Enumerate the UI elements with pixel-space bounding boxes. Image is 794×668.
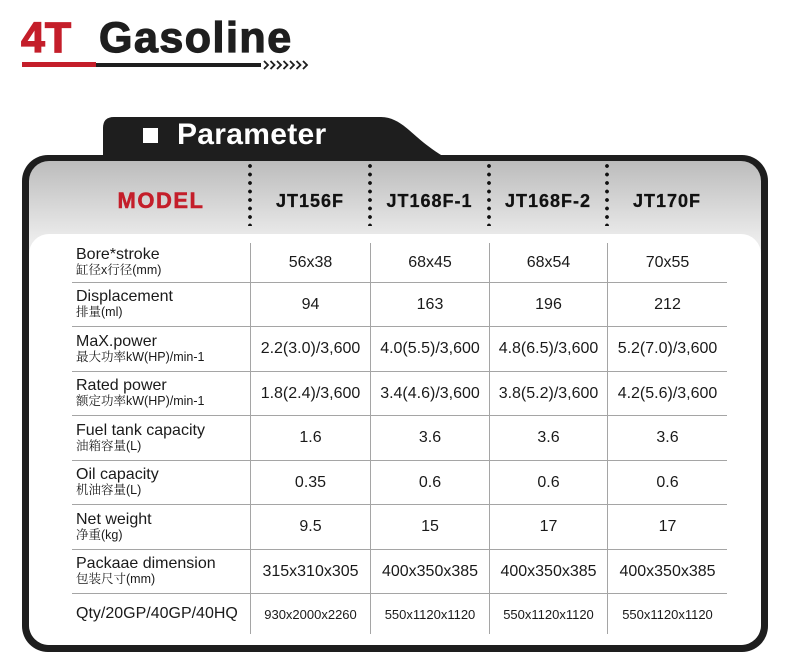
table-cell: 15 (370, 505, 489, 549)
table-cell: 3.4(4.6)/3,600 (370, 372, 489, 415)
model-name: JT168F-2 (504, 190, 592, 211)
row-label-cell (72, 327, 250, 371)
table-cell: 930x2000x2260 (250, 594, 370, 634)
table-cell: 550x1120x1120 (489, 594, 607, 634)
row-label: Displacement (76, 288, 173, 305)
row-label-cn: 包装尺寸(mm) (76, 572, 156, 586)
table-cell: 3.6 (489, 416, 607, 460)
table-cell: 0.35 (250, 461, 370, 504)
title-prefix: 4T (21, 14, 72, 62)
table-cell: 1.8(2.4)/3,600 (250, 372, 370, 415)
row-label-cell (72, 550, 250, 593)
table-cell: 1.6 (250, 416, 370, 460)
title-underline-red (22, 62, 96, 67)
table-cell: 9.5 (250, 505, 370, 549)
row-label-cell (72, 461, 250, 504)
row-label-cn: 额定功率kW(HP)/min-1 (76, 394, 205, 408)
table-row (72, 594, 727, 634)
row-label-cell (72, 594, 250, 634)
model-label: MODEL (117, 188, 205, 213)
table-row (72, 327, 727, 372)
table-cell: 56x38 (250, 243, 370, 282)
row-label-cell (72, 505, 250, 549)
table-cell: 400x350x385 (607, 550, 727, 593)
row-label-cell (72, 372, 250, 415)
table-cell: 196 (489, 283, 607, 326)
table-cell: 212 (607, 283, 727, 326)
page-title: Gasoline (99, 14, 293, 62)
table-cell: 550x1120x1120 (607, 594, 727, 634)
table-cell: 5.2(7.0)/3,600 (607, 327, 727, 371)
table-cell: 17 (489, 505, 607, 549)
table-cell: 0.6 (489, 461, 607, 504)
row-label: Rated power (76, 377, 167, 394)
row-label-cell (72, 243, 250, 282)
row-label-cn: 机油容量(L) (76, 483, 142, 497)
table-cell: 68x54 (489, 243, 607, 282)
row-label-cn: 净重(kg) (76, 527, 123, 542)
chevrons-icon (264, 61, 307, 69)
row-label-cn: 排量(ml) (76, 305, 123, 319)
table-cell: 4.8(6.5)/3,600 (489, 327, 607, 371)
table-cell: 4.2(5.6)/3,600 (607, 372, 727, 415)
table-cell: 400x350x385 (489, 550, 607, 593)
table-cell: 17 (607, 505, 727, 549)
table-cell: 70x55 (607, 243, 727, 282)
table-cell: 94 (250, 283, 370, 326)
model-name: JT156F (275, 190, 345, 211)
square-bullet-icon (143, 128, 158, 143)
row-label-cn: 油箱容量(L) (76, 438, 142, 453)
table-row (72, 505, 727, 550)
dotted-separator (248, 164, 252, 226)
row-label: Qty/20GP/40GP/40HQ (76, 605, 238, 622)
table-row (72, 461, 727, 505)
row-label: Bore*stroke (76, 246, 160, 263)
row-label: Packaae dimension (76, 555, 216, 572)
model-name: JT168F-1 (386, 190, 473, 211)
row-label-cn: 缸径x行径(mm) (76, 263, 162, 277)
table-cell: 3.8(5.2)/3,600 (489, 372, 607, 415)
row-label: Net weight (76, 510, 152, 528)
dotted-separator (605, 164, 609, 226)
section-tab (143, 118, 326, 152)
dotted-separator (487, 164, 491, 226)
table-cell: 550x1120x1120 (370, 594, 489, 634)
table-cell: 3.6 (607, 416, 727, 460)
table-cell: 0.6 (607, 461, 727, 504)
table-row (72, 416, 727, 461)
row-label: MaX.power (76, 332, 157, 350)
row-label-cell (72, 283, 250, 326)
title-underline-dark (96, 63, 261, 67)
model-header-row (72, 186, 727, 216)
spec-table (72, 243, 727, 634)
row-label: Oil capacity (76, 466, 159, 483)
table-cell: 315x310x305 (250, 550, 370, 593)
table-cell: 0.6 (370, 461, 489, 504)
dotted-separator (368, 164, 372, 226)
table-row (72, 550, 727, 594)
model-name: JT170F (632, 190, 702, 211)
table-cell: 163 (370, 283, 489, 326)
table-cell: 4.0(5.5)/3,600 (370, 327, 489, 371)
table-cell: 68x45 (370, 243, 489, 282)
table-row (72, 283, 727, 327)
table-cell: 3.6 (370, 416, 489, 460)
row-label: Fuel tank capacity (76, 421, 205, 439)
table-row (72, 243, 727, 283)
row-label-cell (72, 416, 250, 460)
table-cell: 400x350x385 (370, 550, 489, 593)
table-cell: 2.2(3.0)/3,600 (250, 327, 370, 371)
row-label-cn: 最大功率kW(HP)/min-1 (76, 349, 205, 364)
section-title: Parameter (177, 118, 327, 151)
table-row (72, 372, 727, 416)
